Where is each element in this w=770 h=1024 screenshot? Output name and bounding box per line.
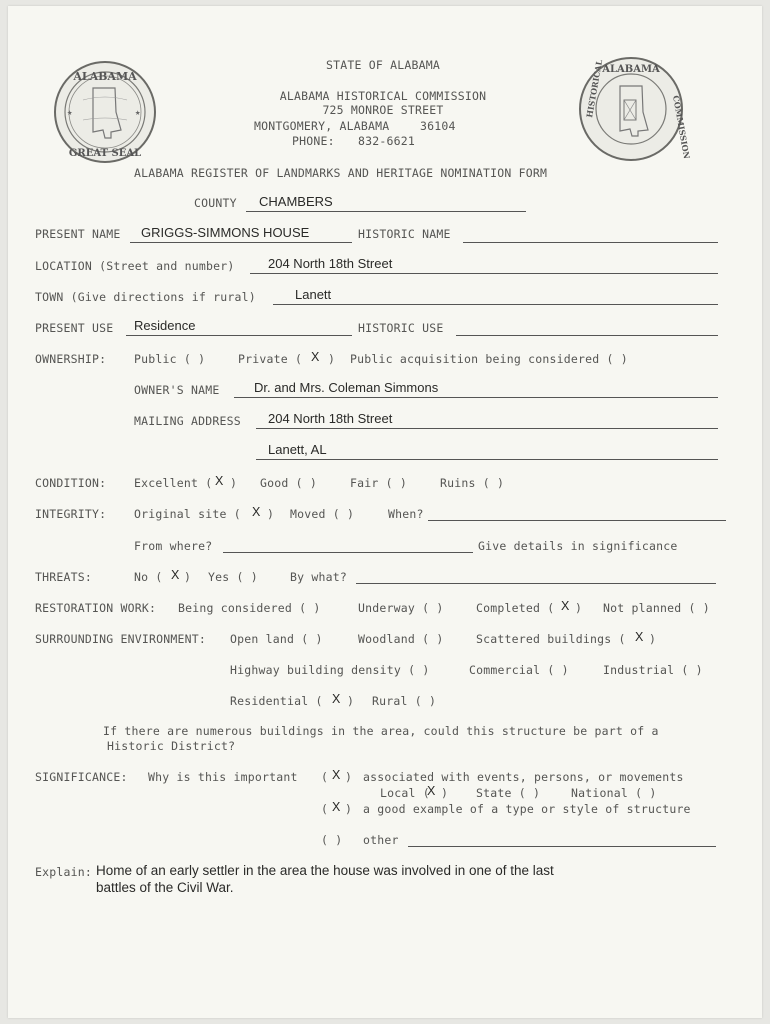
historic-name-label: HISTORIC NAME xyxy=(358,227,451,241)
environment-commercial[interactable]: Commercial ( ) xyxy=(469,663,569,677)
historic-name-line xyxy=(463,242,718,243)
condition-fair[interactable]: Fair ( ) xyxy=(350,476,407,490)
mailing-address-label: MAILING ADDRESS xyxy=(134,414,241,428)
condition-ruins[interactable]: Ruins ( ) xyxy=(440,476,505,490)
restoration-being[interactable]: Being considered ( ) xyxy=(178,601,321,615)
ownership-private-mark[interactable]: X xyxy=(311,350,320,364)
present-name-value[interactable]: GRIGGS-SIMMONS HOUSE xyxy=(141,225,310,240)
restoration-completed[interactable]: Completed ( xyxy=(476,601,555,615)
environment-scattered-mark[interactable]: X xyxy=(635,630,644,644)
condition-excellent-close: ) xyxy=(230,476,238,490)
svg-text:★: ★ xyxy=(135,108,141,118)
significance-local-mark[interactable]: X xyxy=(427,784,436,798)
significance-opt1-close: ) xyxy=(345,770,353,784)
environment-highway[interactable]: Highway building density ( ) xyxy=(230,663,430,677)
location-label: LOCATION (Street and number) xyxy=(35,259,235,273)
threats-yes[interactable]: Yes ( ) xyxy=(208,570,258,584)
restoration-label: RESTORATION WORK: xyxy=(35,601,157,615)
historic-use-line xyxy=(456,335,718,336)
threats-no-close: ) xyxy=(184,570,192,584)
restoration-underway[interactable]: Underway ( ) xyxy=(358,601,444,615)
threats-no-mark[interactable]: X xyxy=(171,568,180,582)
district-question-line1: If there are numerous buildings in the area, could this structure be part of a xyxy=(103,724,659,738)
significance-label: SIGNIFICANCE: xyxy=(35,770,128,784)
threats-label: THREATS: xyxy=(35,570,92,584)
town-value[interactable]: Lanett xyxy=(295,287,332,302)
significance-other-label: other xyxy=(363,833,399,847)
svg-text:GREAT SEAL: GREAT SEAL xyxy=(68,148,142,159)
environment-label: SURROUNDING ENVIRONMENT: xyxy=(35,632,206,646)
mailing-address-line1[interactable]: 204 North 18th Street xyxy=(268,411,393,426)
integrity-original[interactable]: Original site ( xyxy=(134,507,241,521)
mailing-line-2 xyxy=(256,459,718,460)
ownership-acquisition[interactable]: Public acquisition being considered ( ) xyxy=(350,352,628,366)
mailing-line-1 xyxy=(256,428,718,429)
phone-number: 832-6621 xyxy=(358,134,415,148)
environment-residential-mark[interactable]: X xyxy=(332,692,341,706)
restoration-not-planned[interactable]: Not planned ( ) xyxy=(603,601,710,615)
location-line xyxy=(250,273,718,274)
environment-open-land[interactable]: Open land ( ) xyxy=(230,632,323,646)
environment-residential-close: ) xyxy=(347,694,355,708)
svg-text:COMMISSION: COMMISSION xyxy=(671,94,693,160)
owners-name-line xyxy=(234,397,718,398)
county-line xyxy=(246,211,526,212)
integrity-label: INTEGRITY: xyxy=(35,507,107,521)
county-label: COUNTY xyxy=(194,196,237,210)
environment-woodland[interactable]: Woodland ( ) xyxy=(358,632,444,646)
significance-opt2-mark[interactable]: X xyxy=(332,800,341,814)
environment-rural[interactable]: Rural ( ) xyxy=(372,694,437,708)
significance-opt1-text: associated with events, persons, or movements xyxy=(363,770,684,784)
condition-label: CONDITION: xyxy=(35,476,107,490)
present-name-label: PRESENT NAME xyxy=(35,227,121,241)
present-use-value[interactable]: Residence xyxy=(134,318,196,333)
restoration-completed-mark[interactable]: X xyxy=(561,599,570,613)
significance-local[interactable]: Local ( xyxy=(380,786,430,800)
town-label: TOWN (Give directions if rural) xyxy=(35,290,256,304)
integrity-original-mark[interactable]: X xyxy=(252,505,261,519)
threats-by-what-line[interactable] xyxy=(356,583,716,584)
form-sheet xyxy=(8,6,762,1018)
owners-name-label: OWNER'S NAME xyxy=(134,383,220,397)
environment-scattered-close: ) xyxy=(649,632,657,646)
significance-opt2-open: ( xyxy=(321,802,329,816)
environment-industrial[interactable]: Industrial ( ) xyxy=(603,663,703,677)
county-value[interactable]: CHAMBERS xyxy=(259,194,333,209)
significance-other-line[interactable] xyxy=(408,846,716,847)
svg-text:HISTORICAL: HISTORICAL xyxy=(584,58,605,119)
significance-opt2-close: ) xyxy=(345,802,353,816)
commission-city: MONTGOMERY, ALABAMA xyxy=(254,119,390,133)
threats-no[interactable]: No ( xyxy=(134,570,163,584)
alabama-great-seal-icon xyxy=(53,60,157,164)
integrity-when-label: When? xyxy=(388,507,424,521)
condition-excellent-mark[interactable]: X xyxy=(215,474,224,488)
environment-residential[interactable]: Residential ( xyxy=(230,694,323,708)
present-name-line xyxy=(130,242,352,243)
explain-text-line1[interactable]: Home of an early settler in the area the house was involved in one of the last xyxy=(96,863,554,878)
integrity-from-where-label: From where? xyxy=(134,539,213,553)
integrity-details-note: Give details in significance xyxy=(478,539,678,553)
present-use-label: PRESENT USE xyxy=(35,321,114,335)
phone-label: PHONE: xyxy=(292,134,335,148)
significance-opt1-open: ( xyxy=(321,770,329,784)
environment-scattered[interactable]: Scattered buildings ( xyxy=(476,632,626,646)
threats-by-what-label: By what? xyxy=(290,570,347,584)
condition-good[interactable]: Good ( ) xyxy=(260,476,317,490)
commission-street: 725 MONROE STREET xyxy=(322,103,444,117)
significance-opt2-text: a good example of a type or style of structure xyxy=(363,802,691,816)
historic-use-label: HISTORIC USE xyxy=(358,321,444,335)
commission-name: ALABAMA HISTORICAL COMMISSION xyxy=(279,89,487,103)
explain-text-line2[interactable]: battles of the Civil War. xyxy=(96,880,234,895)
integrity-when-line[interactable] xyxy=(428,520,726,521)
district-question-line2: Historic District? xyxy=(107,739,236,753)
owners-name-value[interactable]: Dr. and Mrs. Coleman Simmons xyxy=(254,380,439,395)
restoration-completed-close: ) xyxy=(575,601,583,615)
historical-commission-seal-icon xyxy=(578,56,693,162)
svg-text:ALABAMA: ALABAMA xyxy=(73,70,137,83)
ownership-private-close: ) xyxy=(328,352,336,366)
location-value[interactable]: 204 North 18th Street xyxy=(268,256,393,271)
significance-state[interactable]: State ( ) xyxy=(476,786,541,800)
integrity-original-close: ) xyxy=(267,507,275,521)
ownership-public[interactable]: Public ( ) xyxy=(134,352,206,366)
mailing-address-line2[interactable]: Lanett, AL xyxy=(268,442,327,457)
ownership-private[interactable]: Private ( xyxy=(238,352,303,366)
form-title: ALABAMA REGISTER OF LANDMARKS AND HERITAGE NOMINATION FORM xyxy=(134,166,548,180)
significance-question: Why is this important xyxy=(148,770,298,784)
svg-text:★: ★ xyxy=(67,108,73,118)
integrity-from-where-line[interactable] xyxy=(223,552,473,553)
significance-opt1-mark[interactable]: X xyxy=(332,768,341,782)
significance-national[interactable]: National ( ) xyxy=(571,786,657,800)
integrity-moved[interactable]: Moved ( ) xyxy=(290,507,355,521)
significance-local-close: ) xyxy=(441,786,449,800)
commission-zip: 36104 xyxy=(420,119,456,133)
condition-excellent[interactable]: Excellent ( xyxy=(134,476,213,490)
present-use-line xyxy=(126,335,352,336)
town-line xyxy=(273,304,718,305)
ownership-label: OWNERSHIP: xyxy=(35,352,107,366)
significance-opt3[interactable]: ( ) xyxy=(321,833,343,847)
state-heading: STATE OF ALABAMA xyxy=(326,58,440,72)
svg-text:ALABAMA: ALABAMA xyxy=(602,64,660,75)
explain-label: Explain: xyxy=(35,865,92,879)
